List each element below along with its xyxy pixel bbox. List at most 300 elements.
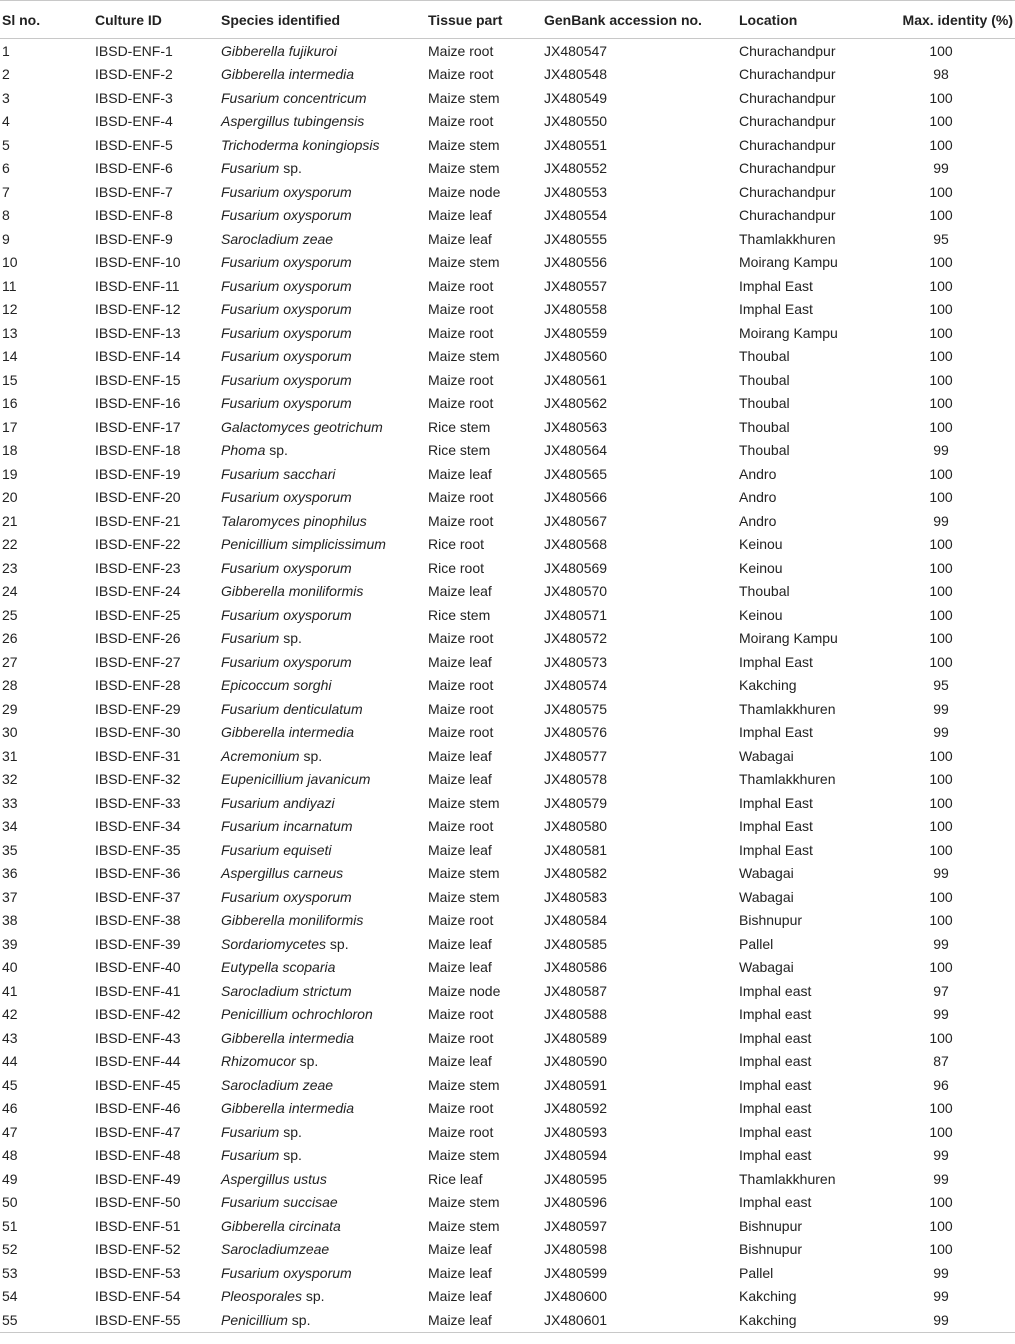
species-name: Aspergillus tubingensis: [221, 113, 365, 130]
cell-sl-no: 11: [2, 277, 17, 294]
cell-max-identity: 99: [933, 1288, 949, 1305]
species-suffix: sp.: [287, 1311, 311, 1328]
cell-species: [221, 580, 428, 604]
cell-location: Imphal east: [739, 1006, 812, 1023]
cell-species: [221, 157, 428, 181]
cell-culture-id: IBSD-ENF-55: [95, 1308, 221, 1332]
cell-tissue-part: Maize leaf: [428, 653, 492, 670]
cell-sl-no: 39: [2, 935, 18, 952]
cell-location: Kakching: [739, 1308, 895, 1332]
cell-location: Keinou: [739, 606, 783, 623]
species-name: Sordariomycetes: [221, 935, 327, 952]
cell-max-identity: 100: [929, 465, 953, 482]
cell-sl-no: 23: [2, 559, 18, 576]
cell-species: [221, 1285, 428, 1309]
cell-sl-no: 38: [2, 912, 18, 929]
cell-culture-id: IBSD-ENF-2: [95, 66, 173, 83]
cell-culture-id: IBSD-ENF-3: [95, 89, 173, 106]
cell-sl-no: 32: [2, 771, 18, 788]
cell-tissue-part: Maize root: [428, 1100, 494, 1117]
table-row: [0, 1097, 1015, 1121]
cell-sl-no: 2: [2, 66, 10, 83]
cell-max-identity: 100: [929, 348, 953, 365]
species-name: Fusarium succisae: [221, 1194, 338, 1211]
cell-sl-no: 52: [2, 1241, 18, 1258]
cell-genbank-accession: JX480586: [544, 959, 608, 976]
cell-culture-id: IBSD-ENF-20: [95, 489, 181, 506]
cell-species: [221, 274, 428, 298]
cell-max-identity: 100: [929, 136, 953, 153]
cell-sl-no: 12: [2, 301, 18, 318]
cell-species: [221, 180, 428, 204]
cell-sl-no: 51: [2, 1217, 18, 1234]
table-row: [0, 1191, 1015, 1215]
cell-location: Thoubal: [739, 348, 790, 365]
cell-max-identity: 99: [933, 160, 949, 177]
cell-genbank-accession: JX480578: [544, 771, 608, 788]
species-name: Penicillium simplicissimum: [221, 536, 386, 553]
species-name: Fusarium andiyazi: [221, 794, 335, 811]
table-row: [0, 392, 1015, 416]
cell-genbank-accession: JX480560: [544, 348, 608, 365]
table-row: [0, 1238, 1015, 1262]
cell-sl-no: 48: [2, 1147, 18, 1164]
cell-genbank-accession: JX480556: [544, 254, 608, 271]
cell-location: Churachandpur: [739, 136, 836, 153]
table-row: [0, 697, 1015, 721]
cell-max-identity: 99: [933, 1170, 949, 1187]
cell-tissue-part: Maize stem: [428, 1147, 500, 1164]
cell-location: Moirang Kampu: [739, 630, 838, 647]
cell-culture-id: IBSD-ENF-15: [95, 371, 181, 388]
cell-location: Moirang Kampu: [739, 254, 838, 271]
species-name: Fusarium oxysporum: [221, 371, 352, 388]
table-row: [0, 603, 1015, 627]
cell-genbank-accession: JX480568: [544, 536, 608, 553]
cell-location: Bishnupur: [739, 912, 803, 929]
cell-culture-id: IBSD-ENF-5: [95, 136, 173, 153]
table-row: [0, 86, 1015, 110]
cell-max-identity: 87: [933, 1053, 949, 1070]
cell-culture-id: IBSD-ENF-43: [95, 1029, 181, 1046]
cell-culture-id: IBSD-ENF-19: [95, 465, 181, 482]
cell-culture-id: IBSD-ENF-54: [95, 1288, 181, 1305]
cell-culture-id: IBSD-ENF-44: [95, 1053, 181, 1070]
cell-genbank-accession: JX480563: [544, 418, 608, 435]
cell-culture-id: IBSD-ENF-6: [95, 160, 173, 177]
cell-sl-no: 35: [2, 841, 18, 858]
cell-genbank-accession: JX480577: [544, 747, 608, 764]
table-row: [0, 1167, 1015, 1191]
species-name: Sarocladium zeae: [221, 1076, 334, 1093]
cell-culture-id: IBSD-ENF-51: [95, 1217, 181, 1234]
species-name: Pleosporales: [221, 1288, 302, 1305]
cell-tissue-part: Maize root: [428, 677, 494, 694]
cell-species: [221, 298, 428, 322]
cell-max-identity: 100: [929, 42, 953, 59]
cell-sl-no: 29: [2, 700, 18, 717]
cell-tissue-part: Maize leaf: [428, 935, 492, 952]
table-row: [0, 251, 1015, 275]
cell-tissue-part: Rice stem: [428, 442, 491, 459]
cell-species: [221, 1003, 428, 1027]
cell-tissue-part: Maize root: [428, 1029, 494, 1046]
cell-tissue-part: Maize root: [428, 113, 494, 130]
cell-location: Thamlakkhuren: [739, 700, 836, 717]
cell-species: [221, 1214, 428, 1238]
cell-genbank-accession: JX480587: [544, 982, 608, 999]
cell-tissue-part: Maize root: [428, 42, 494, 59]
header-row: [0, 1, 1015, 39]
species-name: Aspergillus ustus: [221, 1170, 327, 1187]
cell-location: Imphal east: [739, 1029, 812, 1046]
cell-culture-id: IBSD-ENF-10: [95, 254, 181, 271]
species-name: Phoma: [221, 442, 266, 459]
species-name: Fusarium: [221, 1147, 280, 1164]
cell-genbank-accession: JX480571: [544, 606, 608, 623]
cell-culture-id: IBSD-ENF-30: [95, 724, 181, 741]
cell-genbank-accession: JX480564: [544, 442, 608, 459]
cell-sl-no: 22: [2, 536, 18, 553]
cell-culture-id: IBSD-ENF-13: [95, 324, 181, 341]
table-row: [0, 956, 1015, 980]
table-row: [0, 650, 1015, 674]
cell-sl-no: 41: [2, 982, 18, 999]
cell-max-identity: 100: [929, 841, 953, 858]
cell-location: Pallel: [739, 935, 774, 952]
cell-genbank-accession: JX480575: [544, 700, 608, 717]
cell-genbank-accession: JX480567: [544, 512, 608, 529]
cell-species: [221, 1167, 428, 1191]
cell-max-identity: 95: [933, 230, 949, 247]
cell-tissue-part: Maize leaf: [428, 841, 492, 858]
cell-location: Keinou: [739, 536, 783, 553]
species-name: Fusarium oxysporum: [221, 606, 352, 623]
cell-species: [221, 956, 428, 980]
species-name: Talaromyces pinophilus: [221, 512, 367, 529]
cell-species: [221, 1238, 428, 1262]
cell-culture-id: IBSD-ENF-41: [95, 982, 181, 999]
cell-genbank-accession: JX480583: [544, 888, 608, 905]
table-row: [0, 439, 1015, 463]
cell-species: [221, 862, 428, 886]
cell-species: [221, 838, 428, 862]
cell-genbank-accession: JX480559: [544, 324, 608, 341]
cell-species: [221, 1026, 428, 1050]
cell-species: [221, 909, 428, 933]
cell-species: [221, 627, 428, 651]
cell-culture-id: IBSD-ENF-16: [95, 395, 181, 412]
cell-max-identity: 100: [929, 183, 953, 200]
cell-culture-id: IBSD-ENF-52: [95, 1241, 181, 1258]
cell-species: [221, 415, 428, 439]
species-name: Fusarium: [221, 160, 280, 177]
species-suffix: sp.: [265, 442, 288, 459]
species-name: Fusarium sacchari: [221, 465, 336, 482]
cell-culture-id: IBSD-ENF-39: [95, 935, 181, 952]
cell-tissue-part: Maize root: [428, 700, 494, 717]
cell-culture-id: IBSD-ENF-25: [95, 606, 181, 623]
species-suffix: sp.: [299, 747, 323, 764]
cell-max-identity: 98: [933, 66, 949, 83]
table-row: [0, 744, 1015, 768]
cell-species: [221, 509, 428, 533]
species-name: Fusarium equiseti: [221, 841, 332, 858]
cell-genbank-accession: JX480558: [544, 301, 608, 318]
cell-max-identity: 99: [933, 1006, 949, 1023]
cell-genbank-accession: JX480569: [544, 559, 608, 576]
cell-tissue-part: Rice stem: [428, 418, 491, 435]
cell-tissue-part: Maize leaf: [428, 1053, 492, 1070]
cell-max-identity: 100: [929, 794, 953, 811]
cell-max-identity: 100: [929, 301, 953, 318]
cell-location: Imphal East: [739, 653, 813, 670]
species-name: Fusarium oxysporum: [221, 559, 352, 576]
cell-species: [221, 133, 428, 157]
cell-max-identity: 100: [929, 254, 953, 271]
cell-location: Imphal East: [739, 724, 813, 741]
table-row: [0, 885, 1015, 909]
cell-max-identity: 100: [929, 888, 953, 905]
cell-species: [221, 345, 428, 369]
cell-genbank-accession: JX480591: [544, 1076, 608, 1093]
cell-location: Keinou: [739, 559, 783, 576]
cell-culture-id: IBSD-ENF-29: [95, 700, 181, 717]
cell-genbank-accession: JX480590: [544, 1053, 608, 1070]
cell-max-identity: 100: [929, 536, 953, 553]
cell-location: Thoubal: [739, 395, 790, 412]
cell-sl-no: 34: [2, 818, 18, 835]
species-name: Aspergillus carneus: [221, 865, 344, 882]
cell-sl-no: 20: [2, 489, 18, 506]
cell-species: [221, 556, 428, 580]
cell-sl-no: 14: [2, 348, 18, 365]
cell-culture-id: IBSD-ENF-27: [95, 653, 181, 670]
cell-location: Thoubal: [739, 371, 790, 388]
cell-location: Imphal east: [739, 982, 812, 999]
table-row: [0, 157, 1015, 181]
cell-genbank-accession: JX480579: [544, 794, 608, 811]
cell-tissue-part: Maize stem: [428, 865, 500, 882]
species-name: Penicillium ochrochloron: [221, 1006, 373, 1023]
cell-culture-id: IBSD-ENF-18: [95, 442, 181, 459]
species-name: Trichoderma koningiopsis: [221, 136, 380, 153]
cell-species: [221, 251, 428, 275]
species-name: Gibberella fujikuroi: [221, 42, 337, 59]
cell-genbank-accession: JX480585: [544, 935, 608, 952]
cell-max-identity: 100: [929, 113, 953, 130]
cell-genbank-accession: JX480601: [544, 1308, 739, 1332]
cell-tissue-part: Maize leaf: [428, 959, 492, 976]
cell-max-identity: 99: [933, 935, 949, 952]
species-suffix: sp.: [301, 1288, 325, 1305]
cell-tissue-part: Maize stem: [428, 794, 500, 811]
cell-tissue-part: Maize root: [428, 324, 494, 341]
cell-location: Kakching: [739, 677, 797, 694]
cell-sl-no: 21: [2, 512, 18, 529]
cell-tissue-part: Maize stem: [428, 888, 500, 905]
cell-genbank-accession: JX480589: [544, 1029, 608, 1046]
header-location: Location: [739, 1, 895, 39]
table-row: [0, 580, 1015, 604]
cell-species: [221, 744, 428, 768]
species-name: Fusarium oxysporum: [221, 207, 352, 224]
cell-max-identity: 100: [929, 1194, 953, 1211]
cell-sl-no: 5: [2, 136, 10, 153]
cell-sl-no: 7: [2, 183, 10, 200]
table-row: [0, 368, 1015, 392]
cell-max-identity: 95: [933, 677, 949, 694]
cell-sl-no: 4: [2, 113, 10, 130]
cell-species: [221, 1308, 428, 1332]
cell-genbank-accession: JX480566: [544, 489, 608, 506]
cell-culture-id: IBSD-ENF-23: [95, 559, 181, 576]
cell-tissue-part: Maize root: [428, 489, 494, 506]
cell-genbank-accession: JX480598: [544, 1241, 608, 1258]
header-tissue-part: Tissue part: [428, 1, 544, 39]
table-row: [0, 627, 1015, 651]
cell-sl-no: 9: [2, 230, 10, 247]
species-name: Galactomyces geotrichum: [221, 418, 383, 435]
species-suffix: sp.: [295, 1053, 319, 1070]
cell-max-identity: 100: [929, 747, 953, 764]
cell-sl-no: 1: [2, 42, 10, 59]
cell-location: Andro: [739, 465, 777, 482]
cell-sl-no: 27: [2, 653, 18, 670]
species-name: Fusarium oxysporum: [221, 653, 352, 670]
cell-sl-no: 31: [2, 747, 18, 764]
cell-sl-no: 28: [2, 677, 18, 694]
cell-max-identity: 100: [929, 89, 953, 106]
cell-sl-no: 15: [2, 371, 18, 388]
cell-sl-no: 33: [2, 794, 18, 811]
cell-tissue-part: Maize root: [428, 724, 494, 741]
cell-max-identity: 100: [929, 395, 953, 412]
cell-max-identity: 97: [933, 982, 949, 999]
cell-culture-id: IBSD-ENF-31: [95, 747, 181, 764]
cell-genbank-accession: JX480547: [544, 42, 608, 59]
cell-tissue-part: Maize stem: [428, 348, 500, 365]
cell-tissue-part: Maize stem: [428, 136, 500, 153]
cell-culture-id: IBSD-ENF-12: [95, 301, 181, 318]
cell-location: Churachandpur: [739, 89, 836, 106]
cell-culture-id: IBSD-ENF-1: [95, 42, 173, 59]
cell-species: [221, 204, 428, 228]
cell-genbank-accession: JX480581: [544, 841, 608, 858]
cell-genbank-accession: JX480551: [544, 136, 608, 153]
table-row: [0, 486, 1015, 510]
cell-location: Moirang Kampu: [739, 324, 838, 341]
cell-species: [221, 1144, 428, 1168]
table-row: [0, 1026, 1015, 1050]
cell-location: Imphal east: [739, 1100, 812, 1117]
table-row: [0, 862, 1015, 886]
cell-sl-no: 40: [2, 959, 18, 976]
cell-culture-id: IBSD-ENF-32: [95, 771, 181, 788]
cell-tissue-part: Rice root: [428, 559, 485, 576]
table-row: [0, 509, 1015, 533]
table-row: [0, 1144, 1015, 1168]
cell-tissue-part: Maize root: [428, 371, 494, 388]
cell-sl-no: 17: [2, 418, 18, 435]
cell-genbank-accession: JX480592: [544, 1100, 608, 1117]
cell-species: [221, 1050, 428, 1074]
cell-culture-id: IBSD-ENF-47: [95, 1123, 181, 1140]
table-row: [0, 838, 1015, 862]
cell-genbank-accession: JX480555: [544, 230, 608, 247]
cell-sl-no: 25: [2, 606, 18, 623]
cell-tissue-part: Rice root: [428, 536, 485, 553]
cell-species: [221, 110, 428, 134]
cell-location: Churachandpur: [739, 160, 836, 177]
cell-max-identity: 100: [929, 1241, 953, 1258]
cell-sl-no: 8: [2, 207, 10, 224]
cell-species: [221, 885, 428, 909]
table-row: [0, 932, 1015, 956]
table-row: [0, 721, 1015, 745]
cell-sl-no: 24: [2, 583, 18, 600]
cell-species: [221, 533, 428, 557]
cell-genbank-accession: JX480554: [544, 207, 608, 224]
species-name: Gibberella circinata: [221, 1217, 341, 1234]
cell-max-identity: 100: [929, 277, 953, 294]
cell-location: Churachandpur: [739, 207, 836, 224]
cell-tissue-part: Rice leaf: [428, 1170, 483, 1187]
cell-tissue-part: Maize root: [428, 301, 494, 318]
cell-species: [221, 815, 428, 839]
cell-tissue-part: Maize leaf: [428, 207, 492, 224]
cell-max-identity: 99: [933, 442, 949, 459]
cell-tissue-part: Maize root: [428, 630, 494, 647]
cell-max-identity: 100: [929, 1029, 953, 1046]
cell-tissue-part: Maize root: [428, 818, 494, 835]
species-suffix: sp.: [279, 1123, 302, 1140]
cell-sl-no: 47: [2, 1123, 18, 1140]
cell-location: Imphal East: [739, 794, 813, 811]
cell-max-identity: 99: [933, 1264, 949, 1281]
cell-sl-no: 45: [2, 1076, 18, 1093]
cell-genbank-accession: JX480588: [544, 1006, 608, 1023]
cell-max-identity: 99: [933, 724, 949, 741]
cell-location: Imphal east: [739, 1053, 812, 1070]
species-name: Gibberella intermedia: [221, 66, 355, 83]
cell-max-identity: 100: [929, 606, 953, 623]
cell-max-identity: 100: [929, 324, 953, 341]
cell-genbank-accession: JX480574: [544, 677, 608, 694]
cell-sl-no: 19: [2, 465, 18, 482]
cell-max-identity: 100: [929, 818, 953, 835]
cell-culture-id: IBSD-ENF-11: [95, 277, 180, 294]
cell-tissue-part: Maize root: [428, 512, 494, 529]
table-row: [0, 321, 1015, 345]
table-row: [0, 674, 1015, 698]
cell-max-identity: 100: [929, 653, 953, 670]
cell-culture-id: IBSD-ENF-34: [95, 818, 181, 835]
cell-location: Thamlakkhuren: [739, 230, 836, 247]
cell-location: Thoubal: [739, 418, 790, 435]
cell-tissue-part: Maize leaf: [428, 583, 492, 600]
cell-location: Wabagai: [739, 747, 794, 764]
cell-culture-id: IBSD-ENF-49: [95, 1170, 181, 1187]
cell-culture-id: IBSD-ENF-37: [95, 888, 181, 905]
cell-tissue-part: Maize root: [428, 1123, 494, 1140]
cell-tissue-part: Maize leaf: [428, 771, 492, 788]
species-name: Gibberella moniliformis: [221, 912, 364, 929]
cell-max-identity: 100: [929, 207, 953, 224]
cell-species: [221, 486, 428, 510]
table-row: [0, 204, 1015, 228]
cell-location: Wabagai: [739, 888, 794, 905]
